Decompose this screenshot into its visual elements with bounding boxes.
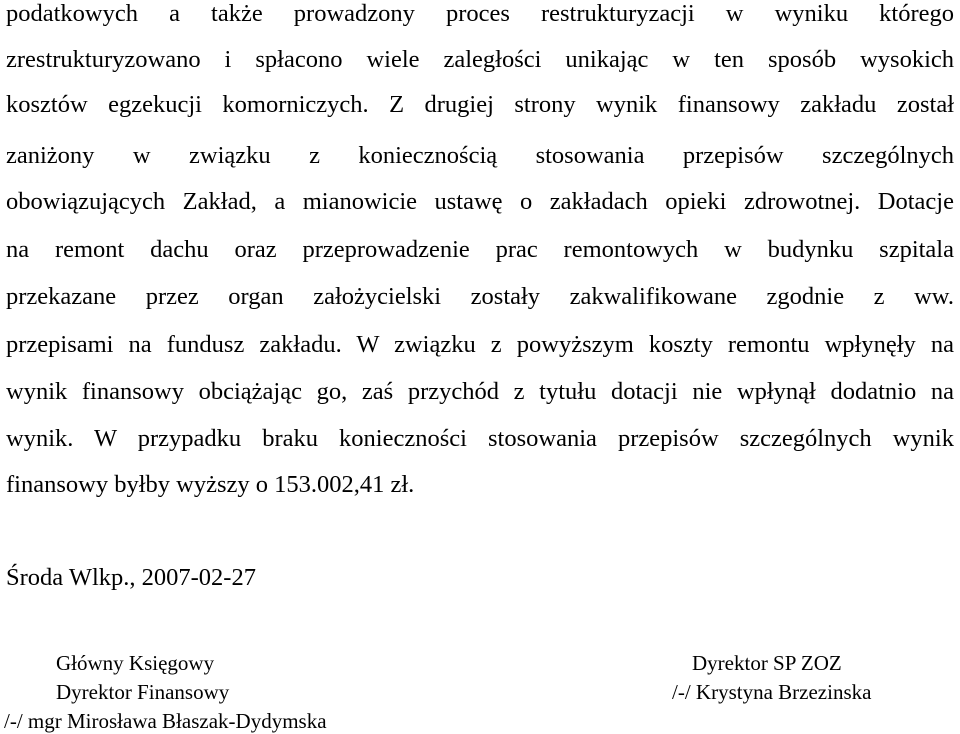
paragraph-line-11: finansowy byłby wyższy o 153.002,41 zł. bbox=[6, 471, 415, 498]
signature-left-title-2: Dyrektor Finansowy bbox=[56, 680, 230, 704]
paragraph-line-6: na remont dachu oraz przeprowadzenie prac remontowych w budynku szpitala bbox=[6, 236, 954, 263]
paragraph-line-2: zrestrukturyzowano i spłacono wiele zaległości unikając w ten sposób wysokich bbox=[6, 46, 954, 73]
signature-right-title: Dyrektor SP ZOZ bbox=[692, 651, 842, 675]
paragraph-line-7: przekazane przez organ założycielski zostały zakwalifikowane zgodnie z ww. bbox=[6, 283, 954, 310]
paragraph-line-8: przepisami na fundusz zakładu. W związku z powyższym koszty remontu wpłynęły na bbox=[6, 331, 954, 358]
paragraph-line-5: obowiązujących Zakład, a mianowicie ustawę o zakładach opieki zdrowotnej. Dotacje bbox=[6, 188, 954, 215]
signature-left-name: /-/ mgr Mirosława Błaszak-Dydymska bbox=[4, 709, 327, 733]
paragraph-line-4: zaniżony w związku z koniecznością stosowania przepisów szczególnych bbox=[6, 142, 954, 169]
paragraph-line-1: podatkowych a także prowadzony proces restrukturyzacji w wyniku którego bbox=[6, 0, 954, 27]
paragraph-line-9: wynik finansowy obciążając go, zaś przychód z tytułu dotacji nie wpłynął dodatnio na bbox=[6, 378, 954, 405]
signature-right-name: /-/ Krystyna Brzezinska bbox=[672, 680, 872, 704]
place-date: Środa Wlkp., 2007-02-27 bbox=[6, 564, 256, 591]
signature-left-title-1: Główny Księgowy bbox=[56, 651, 215, 675]
paragraph-line-3: kosztów egzekucji komorniczych. Z drugiej strony wynik finansowy zakładu został bbox=[6, 91, 954, 118]
paragraph-line-10: wynik. W przypadku braku konieczności stosowania przepisów szczególnych wynik bbox=[6, 425, 954, 452]
